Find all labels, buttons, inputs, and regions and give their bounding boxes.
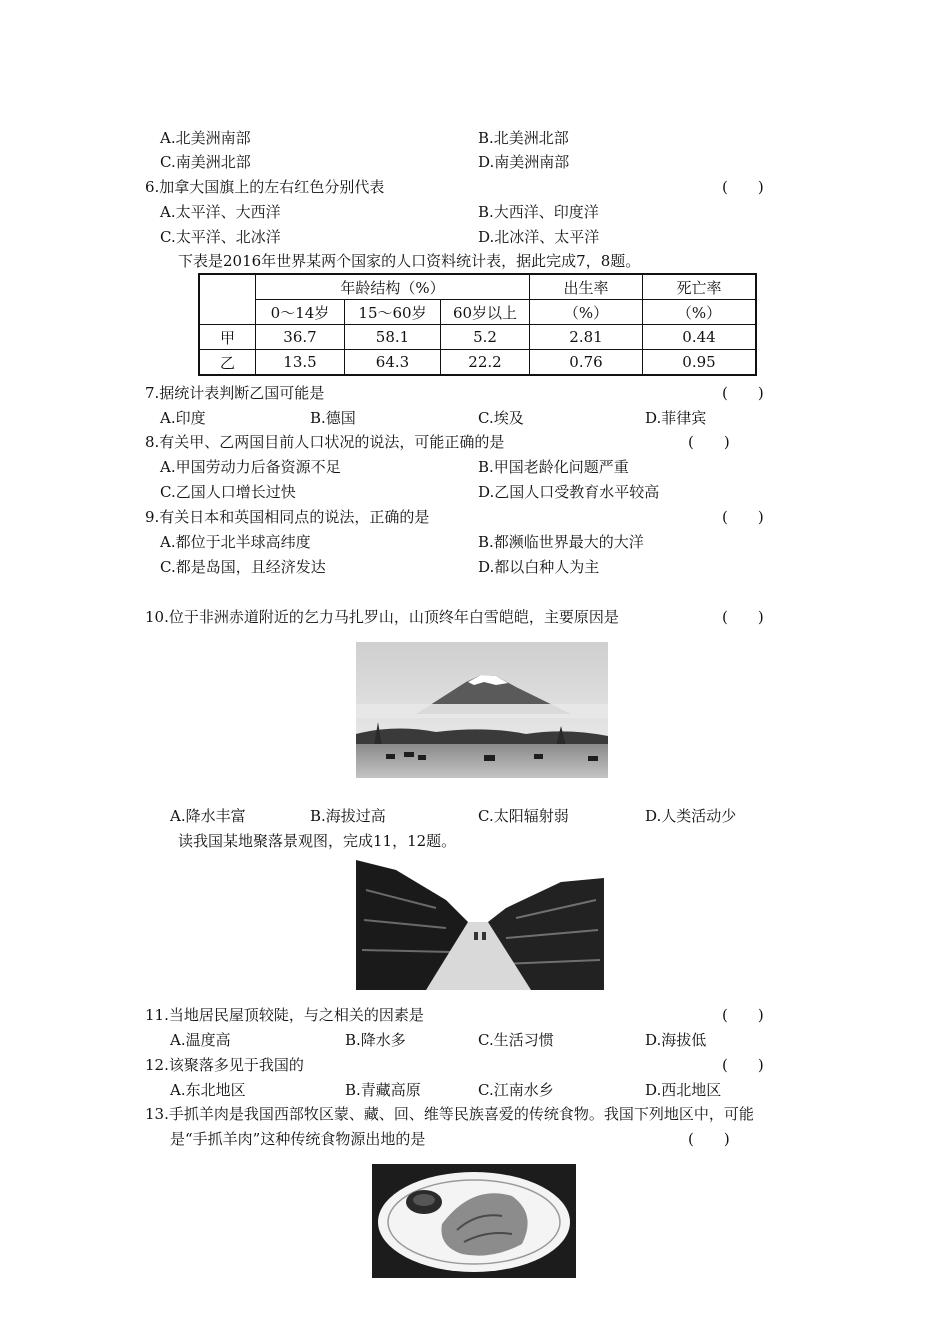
q13-answer-paren: ( ): [688, 1130, 730, 1148]
q6-option-c: C.太平洋、北冰洋: [160, 228, 281, 246]
q8-option-c: C.乙国人口增长过快: [160, 483, 296, 501]
q9-option-d: D.都以白种人为主: [478, 558, 600, 576]
cell-60-plus: 22.2: [441, 350, 530, 376]
age-col-0-14: 0～14岁: [256, 300, 345, 325]
q11-option-c: C.生活习惯: [478, 1031, 554, 1049]
cell-15-60: 58.1: [345, 325, 441, 350]
q12-stem: 12.该聚落多见于我国的: [145, 1056, 304, 1074]
water-town-photo: [356, 860, 604, 990]
q10-option-d: D.人类活动少: [645, 807, 737, 825]
q6-option-b: B.大西洋、印度洋: [478, 203, 599, 221]
q6-option-d: D.北冰洋、太平洋: [478, 228, 600, 246]
q8-stem: 8.有关甲、乙两国目前人口状况的说法，可能正确的是: [145, 433, 505, 451]
q9-option-a: A.都位于北半球高纬度: [160, 533, 311, 551]
q8-answer-paren: ( ): [688, 433, 730, 451]
q9-option-b: B.都濒临世界最大的大洋: [478, 533, 644, 551]
table-intro: 下表是2016年世界某两个国家的人口资料统计表，据此完成7，8题。: [178, 252, 641, 270]
cell-death-rate: 0.95: [643, 350, 757, 376]
q5-option-b: B.北美洲北部: [478, 129, 569, 147]
q7-option-b: B.德国: [310, 409, 356, 427]
q13-stem-line1: 13.手抓羊肉是我国西部牧区蒙、藏、回、维等民族喜爱的传统食物。我国下列地区中，可能: [145, 1105, 754, 1123]
age-col-15-60: 15～60岁: [345, 300, 441, 325]
q8-option-d: D.乙国人口受教育水平较高: [478, 483, 660, 501]
q6-stem: 6.加拿大国旗上的左右红色分别代表: [145, 178, 385, 196]
q8-option-b: B.甲国老龄化问题严重: [478, 458, 629, 476]
q10-answer-paren: ( ): [722, 608, 764, 626]
q11-answer-paren: ( ): [722, 1006, 764, 1024]
q11-stem: 11.当地居民屋顶较陡，与之相关的因素是: [145, 1006, 424, 1024]
age-col-60-plus: 60岁以上: [441, 300, 530, 325]
q12-answer-paren: ( ): [722, 1056, 764, 1074]
q10-option-b: B.海拔过高: [310, 807, 386, 825]
country-name: 乙: [199, 350, 256, 376]
mutton-dish-photo: [372, 1164, 576, 1278]
q12-option-b: B.青藏高原: [345, 1081, 421, 1099]
cell-death-rate: 0.44: [643, 325, 757, 350]
q10-option-c: C.太阳辐射弱: [478, 807, 569, 825]
q12-option-d: D.西北地区: [645, 1081, 722, 1099]
q9-option-c: C.都是岛国，且经济发达: [160, 558, 326, 576]
birth-rate-unit: （%）: [530, 300, 643, 325]
q6-option-a: A.太平洋、大西洋: [160, 203, 281, 221]
cell-birth-rate: 2.81: [530, 325, 643, 350]
q5-option-d: D.南美洲南部: [478, 153, 570, 171]
q13-stem-line2: 是“手抓羊肉”这种传统食物源出地的是: [170, 1130, 426, 1148]
q11-option-a: A.温度高: [170, 1031, 231, 1049]
death-rate-unit: （%）: [643, 300, 757, 325]
cell-60-plus: 5.2: [441, 325, 530, 350]
q5-option-a: A.北美洲南部: [160, 129, 251, 147]
country-name: 甲: [199, 325, 256, 350]
cell-birth-rate: 0.76: [530, 350, 643, 376]
q7-option-c: C.埃及: [478, 409, 524, 427]
cell-15-60: 64.3: [345, 350, 441, 376]
q5-option-c: C.南美洲北部: [160, 153, 251, 171]
cell-0-14: 36.7: [256, 325, 345, 350]
table-row: [199, 350, 756, 376]
q7-option-a: A.印度: [160, 409, 206, 427]
q7-stem: 7.据统计表判断乙国可能是: [145, 384, 325, 402]
kilimanjaro-photo: [356, 642, 608, 778]
q10-stem: 10.位于非洲赤道附近的乞力马扎罗山，山顶终年白雪皑皑，主要原因是: [145, 608, 619, 626]
q8-option-a: A.甲国劳动力后备资源不足: [160, 458, 341, 476]
birth-rate-header: 出生率: [530, 274, 643, 300]
age-structure-header: 年龄结构（%）: [256, 274, 530, 300]
death-rate-header: 死亡率: [643, 274, 757, 300]
q12-option-c: C.江南水乡: [478, 1081, 554, 1099]
q7-option-d: D.菲律宾: [645, 409, 707, 427]
settlement-intro: 读我国某地聚落景观图，完成11，12题。: [178, 832, 457, 850]
q9-answer-paren: ( ): [722, 508, 764, 526]
q6-answer-paren: ( ): [722, 178, 764, 196]
q12-option-a: A.东北地区: [170, 1081, 246, 1099]
table-corner-cell: [199, 274, 256, 325]
q11-option-b: B.降水多: [345, 1031, 406, 1049]
population-table: [198, 273, 757, 376]
table-row: [199, 325, 756, 350]
cell-0-14: 13.5: [256, 350, 345, 376]
q11-option-d: D.海拔低: [645, 1031, 707, 1049]
q7-answer-paren: ( ): [722, 384, 764, 402]
q10-option-a: A.降水丰富: [170, 807, 246, 825]
q9-stem: 9.有关日本和英国相同点的说法，正确的是: [145, 508, 430, 526]
